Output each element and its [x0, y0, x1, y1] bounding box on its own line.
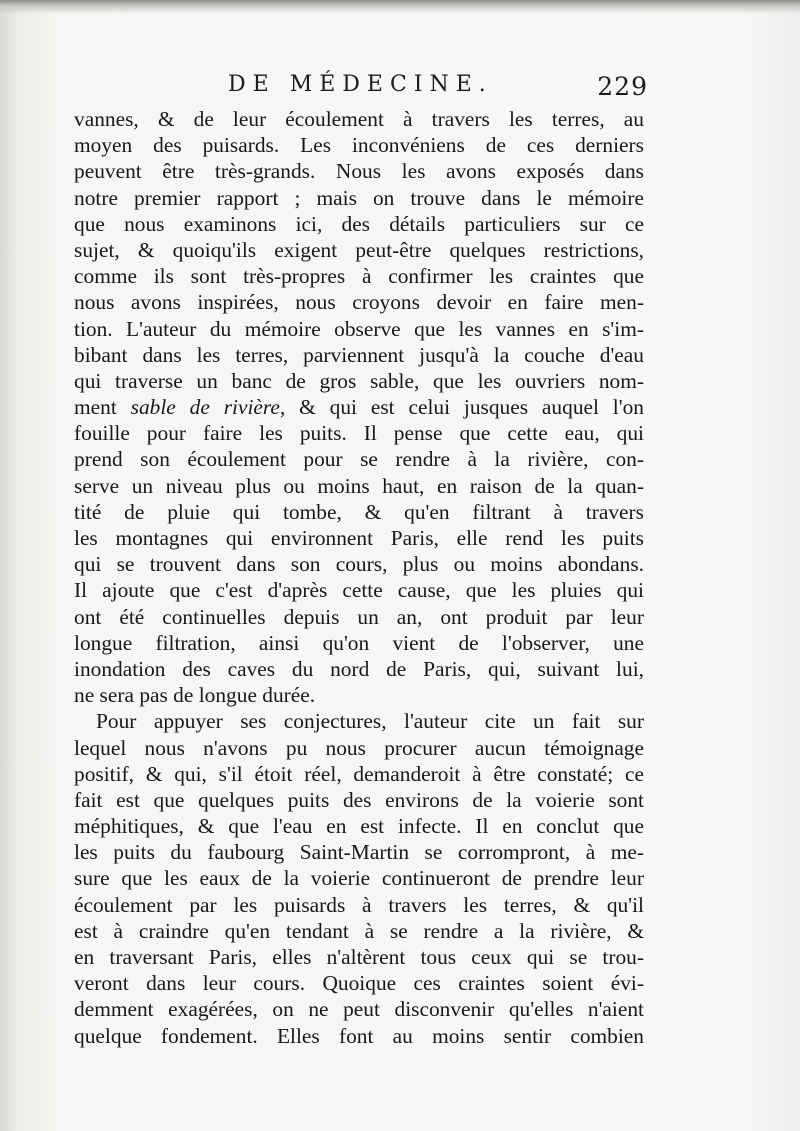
page-number: 229	[597, 72, 648, 101]
text-line: que nous examinons ici, des détails particuliers sur ce	[74, 211, 644, 236]
text-line: inondation des caves du nord de Paris, qui, suivant lui,	[74, 656, 644, 681]
text-line: qui traverse un banc de gros sable, que les ouvriers nom-	[74, 368, 644, 393]
text-line: qui se trouvent dans son cours, plus ou moins abondans.	[74, 552, 644, 577]
text-line: veront dans leur cours. Quoique ces craintes soient évi-	[74, 971, 644, 996]
italic-term: sable de rivière	[130, 395, 280, 420]
text-line: sure que les eaux de la voierie continueront de prendre leur	[74, 866, 644, 891]
text-line: prend son écoulement pour se rendre à la rivière, con-	[74, 447, 644, 472]
text-line: fait est que quelques puits des environs de la voierie sont	[74, 787, 644, 812]
text-line: en traversant Paris, elles n'altèrent tous ceux qui se trou-	[74, 945, 644, 969]
paragraph-last-line: ne sera pas de longue durée.	[74, 683, 316, 708]
text-line: moyen des puisards. Les inconvéniens de ces derniers	[74, 133, 644, 158]
text-line: les montagnes qui environnent Paris, elle rend les puits	[74, 526, 644, 550]
text-line: peuvent être très-grands. Nous les avons exposés dans	[74, 159, 644, 184]
text-line: est à craindre qu'en tendant à se rendre a la rivière, &	[74, 918, 644, 943]
text-line: vannes, & de leur écoulement à travers les terres, au	[74, 107, 644, 131]
body-text	[74, 106, 644, 1049]
text-line: écoulement par les puisards à travers les terres, & qu'il	[74, 892, 644, 917]
running-head: DE MÉDECINE.	[228, 72, 493, 97]
text-segment: ment	[74, 395, 131, 420]
text-line: Il ajoute que c'est d'après cette cause, que les pluies qui	[74, 578, 644, 603]
page-top-edge	[0, 0, 800, 14]
text-line: tion. L'auteur du mémoire observe que les vannes en s'im-	[74, 316, 644, 341]
text-line: serve un niveau plus ou moins haut, en raison de la quan-	[74, 473, 644, 498]
text-line: demment exagérées, on ne peut disconvenir qu'elles n'aient	[74, 997, 644, 1022]
text-line: quelque fondement. Elles font au moins sentir combien	[74, 1023, 644, 1048]
text-line: méphitiques, & que l'eau en est infecte. Il en conclut que	[74, 814, 644, 839]
text-line: nous avons inspirées, nous croyons devoir en faire men-	[74, 290, 644, 315]
page-header	[228, 72, 648, 108]
text-line: fouille pour faire les puits. Il pense que cette eau, qui	[74, 421, 644, 446]
text-line: ont été continuelles depuis un an, ont produit par leur	[74, 604, 644, 629]
paragraph-first-line: Pour appuyer ses conjectures, l'auteur cite un fait sur	[96, 709, 644, 734]
text-line: positif, & qui, s'il étoit réel, demanderoit à être constaté; ce	[74, 761, 644, 786]
text-line: notre premier rapport ; mais on trouve dans le mémoire	[74, 185, 644, 210]
text-line: sujet, & quoiqu'ils exigent peut-être quelques restrictions,	[74, 237, 644, 262]
text-line: comme ils sont très-propres à confirmer les craintes que	[74, 264, 644, 289]
text-line: bibant dans les terres, parviennent jusqu'à la couche d'eau	[74, 342, 644, 367]
text-segment: , & qui est celui jusques auquel l'on	[279, 395, 644, 420]
text-line-with-italic	[74, 394, 644, 420]
text-line: les puits du faubourg Saint-Martin se corrompront, à me-	[74, 840, 644, 865]
text-line: tité de pluie qui tombe, & qu'en filtrant à travers	[74, 499, 644, 524]
text-line: lequel nous n'avons pu nous procurer aucun témoignage	[74, 735, 644, 760]
text-line: longue filtration, ainsi qu'on vient de l'observer, une	[74, 630, 644, 655]
